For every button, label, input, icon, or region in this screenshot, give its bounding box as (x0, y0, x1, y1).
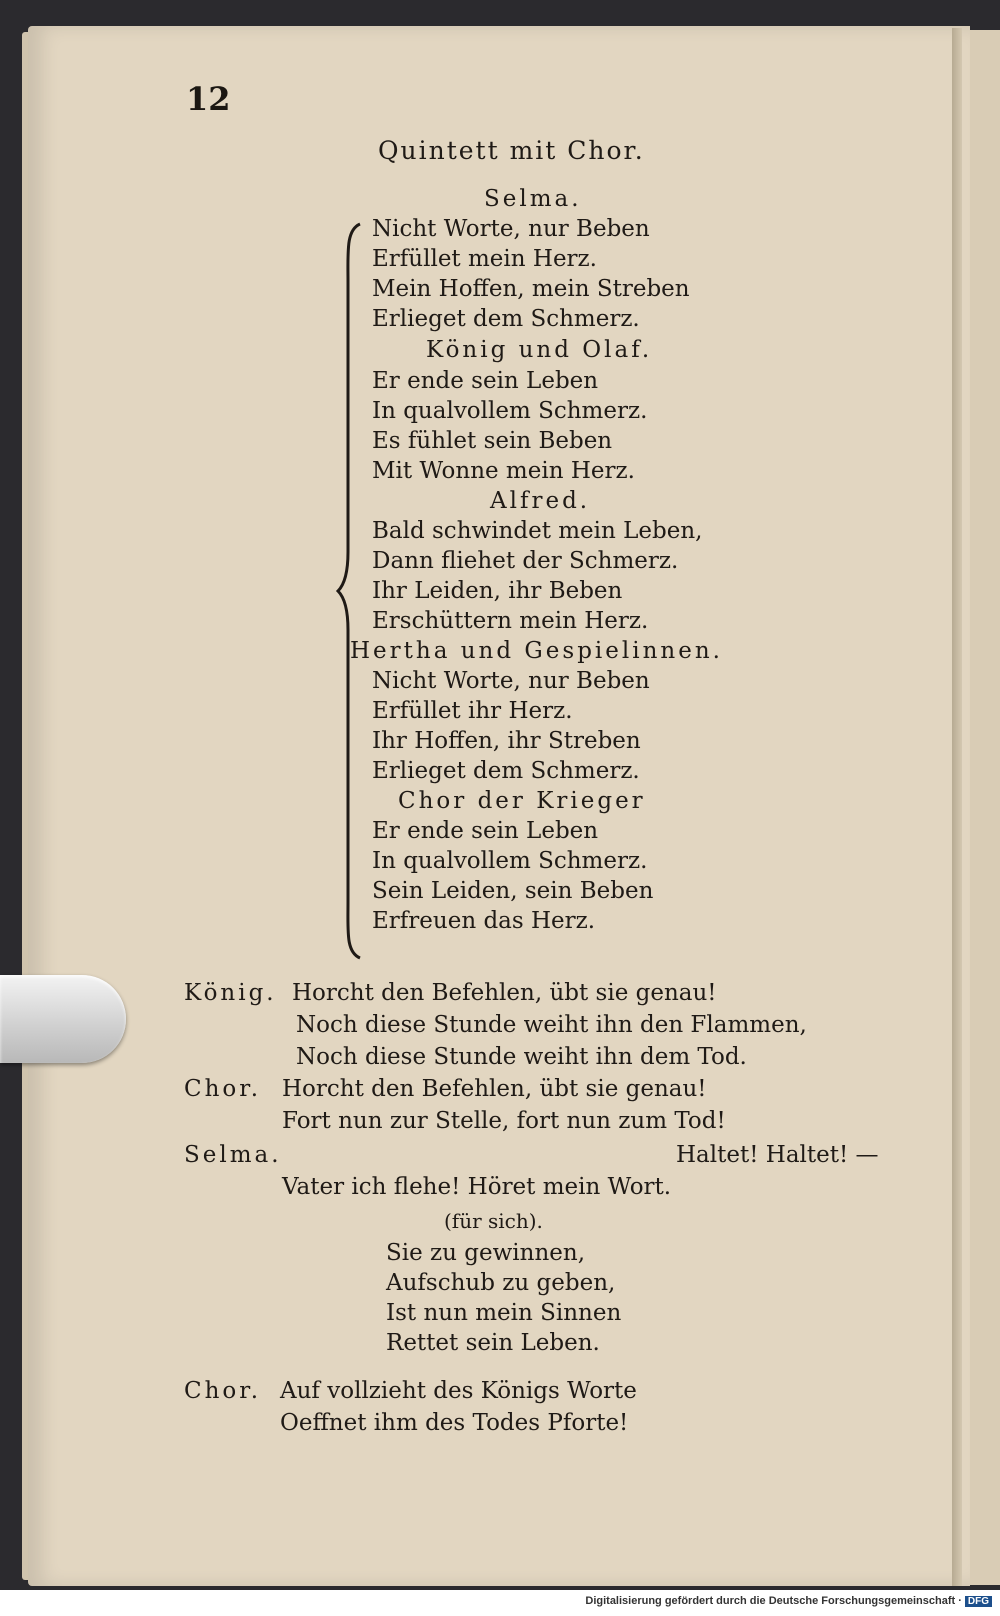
page-clip (0, 975, 126, 1063)
page-gutter (952, 28, 962, 1586)
verse-line: Auf vollzieht des Königs Worte (280, 1378, 637, 1404)
verse-line: Nicht Worte, nur Beben (372, 216, 650, 242)
stage-direction: (für sich). (444, 1209, 543, 1233)
speaker-koenig-olaf: König und Olaf. (426, 337, 653, 363)
verse-line: Erlieget dem Schmerz. (372, 758, 640, 784)
dfg-logo: DFG (965, 1596, 992, 1607)
verse-line: Sein Leiden, sein Beben (372, 878, 654, 904)
verse-line: In qualvollem Schmerz. (372, 398, 648, 424)
verse-line: Noch diese Stunde weiht ihn den Flammen, (296, 1012, 807, 1038)
verse-line: Horcht den Befehlen, übt sie genau! (282, 1076, 707, 1102)
speaker-chor-krieger: Chor der Krieger (398, 788, 646, 814)
verse-line: Mein Hoffen, mein Streben (372, 276, 690, 302)
verse-line: Ist nun mein Sinnen (386, 1300, 622, 1326)
footer-credit (585, 1595, 992, 1607)
verse-line: Erlieget dem Schmerz. (372, 306, 640, 332)
verse-line: Erfreuen das Herz. (372, 908, 596, 934)
speaker-selma: Selma. (184, 1142, 282, 1168)
verse-line: Vater ich flehe! Höret mein Wort. (282, 1174, 672, 1200)
verse-line: In qualvollem Schmerz. (372, 848, 648, 874)
verse-line: Ihr Leiden, ihr Beben (372, 578, 623, 604)
footer-text: Digitalisierung gefördert durch die Deutsche Forschungsgemeinschaft · (585, 1595, 962, 1607)
speaker-hertha: Hertha und Gespielinnen. (350, 638, 723, 664)
verse-line: Fort nun zur Stelle, fort nun zum Tod! (282, 1108, 726, 1134)
verse-line: Dann fliehet der Schmerz. (372, 548, 679, 574)
verse-line: Erfüllet mein Herz. (372, 246, 597, 272)
speaker-chor: Chor. (184, 1076, 262, 1102)
page-number: 12 (186, 80, 231, 118)
speaker-alfred: Alfred. (490, 488, 591, 514)
verse-line: Aufschub zu geben, (386, 1270, 616, 1296)
verse-line: Noch diese Stunde weiht ihn dem Tod. (296, 1044, 747, 1070)
verse-line: Sie zu gewinnen, (386, 1240, 586, 1266)
verse-line: Er ende sein Leben (372, 368, 599, 394)
verse-line: Rettet sein Leben. (386, 1330, 600, 1356)
verse-line: Erfüllet ihr Herz. (372, 698, 573, 724)
verse-line-right: Haltet! Haltet! — (676, 1142, 879, 1168)
speaker-chor: Chor. (184, 1378, 262, 1404)
verse-line: Oeffnet ihm des Todes Pforte! (280, 1410, 629, 1436)
verse-line: Nicht Worte, nur Beben (372, 668, 650, 694)
verse-line: Es fühlet sein Beben (372, 428, 613, 454)
speaker-koenig: König. (184, 980, 277, 1006)
verse-line: Bald schwindet mein Leben, (372, 518, 703, 544)
verse-line: Er ende sein Leben (372, 818, 599, 844)
verse-line: Mit Wonne mein Herz. (372, 458, 635, 484)
speaker-selma: Selma. (484, 186, 582, 212)
page-heading: Quintett mit Chor. (378, 136, 645, 165)
verse-line: Horcht den Befehlen, übt sie genau! (292, 980, 717, 1006)
verse-line: Erschüttern mein Herz. (372, 608, 649, 634)
quintet-brace (336, 222, 366, 960)
verse-line: Ihr Hoffen, ihr Streben (372, 728, 641, 754)
